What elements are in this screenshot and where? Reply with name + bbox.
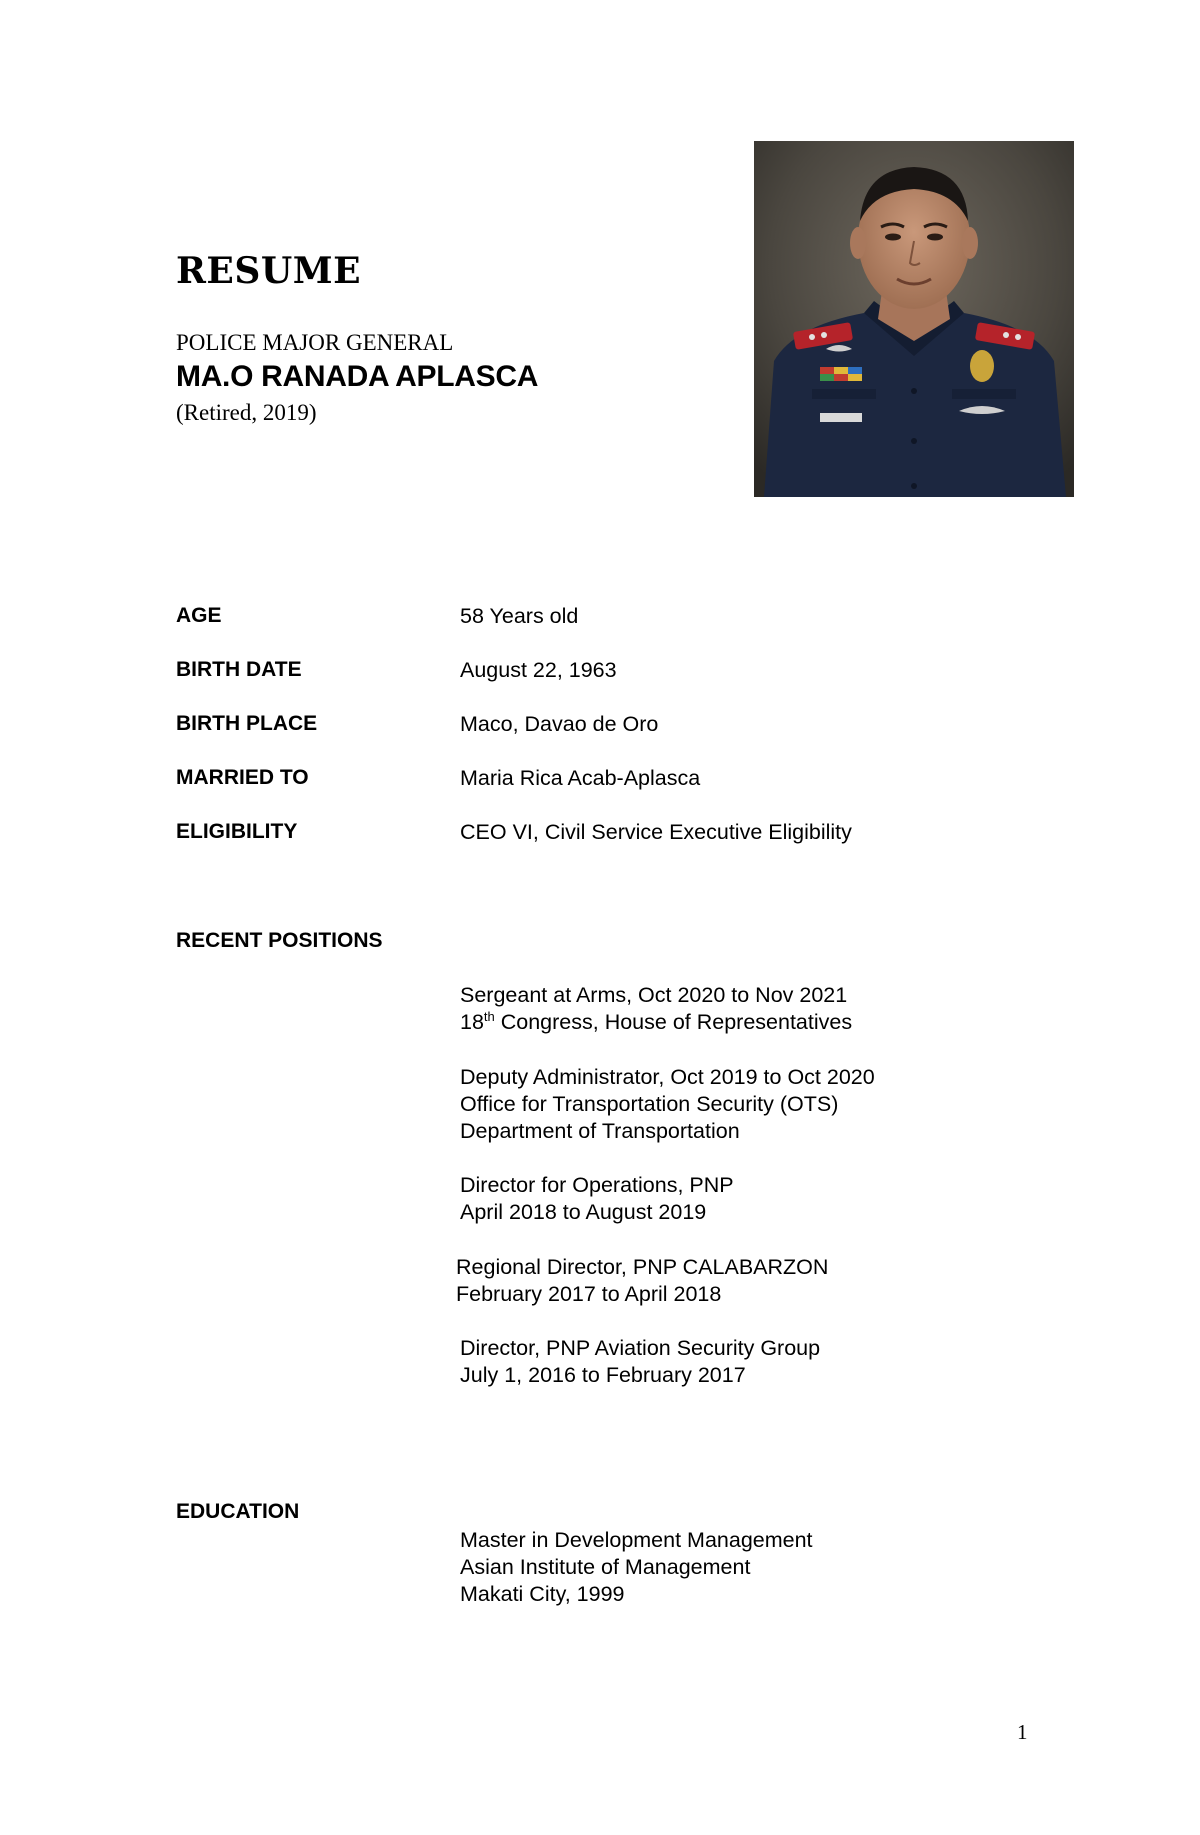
married-to-value: Maria Rica Acab-Aplasca: [460, 766, 701, 790]
eligibility-label: ELIGIBILITY: [176, 820, 298, 843]
birth-place-value: Maco, Davao de Oro: [460, 712, 659, 736]
page-number: 1: [1017, 1720, 1028, 1744]
married-to-label: MARRIED TO: [176, 766, 309, 789]
position-title: Deputy Administrator, Oct 2019 to Oct 2020: [460, 1065, 875, 1089]
position-title: Sergeant at Arms, Oct 2020 to Nov 2021: [460, 983, 848, 1007]
institution-location-year: Makati City, 1999: [460, 1582, 625, 1606]
age-value: 58 Years old: [460, 604, 579, 628]
congress-number: 18: [460, 1010, 484, 1034]
officer-portrait-image: [754, 141, 1074, 497]
congress-text: Congress, House of Representatives: [494, 1010, 853, 1034]
rank: POLICE MAJOR GENERAL: [176, 330, 454, 355]
position-detail: February 2017 to April 2018: [456, 1282, 722, 1306]
position-detail: [460, 1009, 852, 1036]
position-title: Director for Operations, PNP: [460, 1173, 734, 1197]
eligibility-value: CEO VI, Civil Service Executive Eligibility: [460, 820, 852, 844]
position-entry: [460, 982, 852, 1036]
birth-place-label: BIRTH PLACE: [176, 712, 318, 735]
degree: Master in Development Management: [460, 1528, 813, 1552]
position-entry: [460, 1064, 875, 1145]
education-entry: [460, 1527, 813, 1608]
document-title: RESUME: [176, 250, 362, 292]
position-entry: [460, 1172, 734, 1226]
birth-date-label: BIRTH DATE: [176, 658, 302, 681]
retirement-status: (Retired, 2019): [176, 400, 317, 425]
position-entry: [460, 1335, 820, 1389]
age-label: AGE: [176, 604, 222, 627]
recent-positions-heading: RECENT POSITIONS: [176, 929, 383, 952]
position-detail: Department of Transportation: [460, 1119, 740, 1143]
position-detail: Office for Transportation Security (OTS): [460, 1092, 839, 1116]
position-entry: [456, 1254, 828, 1308]
birth-date-value: August 22, 1963: [460, 658, 617, 682]
position-title: Director, PNP Aviation Security Group: [460, 1336, 821, 1360]
institution: Asian Institute of Management: [460, 1555, 751, 1579]
position-detail: July 1, 2016 to February 2017: [460, 1363, 746, 1387]
position-detail: April 2018 to August 2019: [460, 1200, 707, 1224]
education-heading: EDUCATION: [176, 1500, 300, 1523]
position-title: Regional Director, PNP CALABARZON: [456, 1255, 829, 1279]
profile-photo: [754, 141, 1074, 497]
person-name: MA.O RANADA APLASCA: [176, 360, 539, 393]
ordinal-suffix: th: [483, 1009, 495, 1024]
